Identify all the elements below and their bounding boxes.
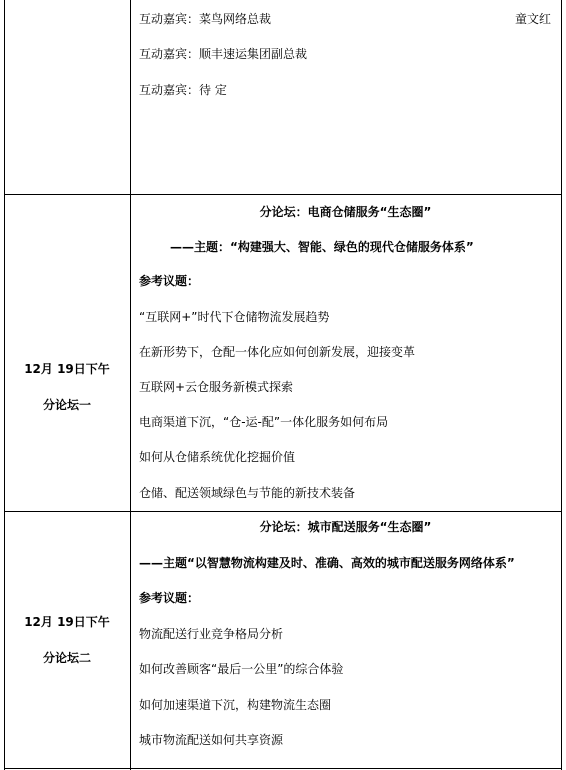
forum-two-topic: 如何改善顾客“最后一公里”的综合体验	[139, 662, 344, 676]
forum-two-theme: ——主题“以智慧物流构建及时、准确、高效的城市配送服务网络体系”	[139, 556, 515, 570]
forum-one-topics-heading: 参考议题：	[139, 274, 200, 288]
row-divider-2	[4, 511, 562, 512]
forum-two-title: 分论坛：城市配送服务“生态圈”	[259, 520, 432, 534]
forum-two-topic: 城市物流配送如何共享资源	[139, 733, 284, 747]
row-divider-1	[4, 194, 562, 195]
forum-one-topic: 互联网+云仓服务新模式探索	[139, 380, 294, 394]
forum-one-theme: ——主题：“构建强大、智能、绿色的现代仓储服务体系”	[170, 240, 474, 254]
forum-two-topic: 如何加速渠道下沉，构建物流生态圈	[139, 698, 332, 712]
forum-two-time: 12月 19日下午	[24, 615, 110, 629]
forum-one-time: 12月 19日下午	[24, 362, 110, 376]
table-column-divider	[130, 0, 131, 770]
forum-two-name: 分论坛二	[42, 651, 91, 665]
forum-two-topic: 物流配送行业竞争格局分析	[139, 627, 284, 641]
guest-line-3: 互动嘉宾：待 定	[139, 83, 227, 97]
forum-one-topic: 电商渠道下沉，“仓-运-配”一体化服务如何布局	[139, 415, 389, 429]
table-border-right	[561, 0, 562, 770]
forum-one-name: 分论坛一	[42, 398, 91, 412]
forum-one-title: 分论坛：电商仓储服务“生态圈”	[259, 205, 432, 219]
table-border-bottom	[4, 768, 562, 769]
forum-two-topics-heading: 参考议题：	[139, 591, 200, 605]
forum-one-topic: 如何从仓储系统优化挖掘价值	[139, 450, 296, 464]
guest-name-1: 童文红	[515, 12, 552, 26]
forum-one-topic: 仓储、配送领域绿色与节能的新技术装备	[139, 486, 356, 500]
guest-line-2: 互动嘉宾：顺丰速运集团副总裁	[139, 47, 308, 61]
guest-line-1: 互动嘉宾：菜鸟网络总裁	[139, 12, 272, 26]
forum-one-topic: “互联网+”时代下仓储物流发展趋势	[139, 310, 330, 324]
forum-one-topic: 在新形势下，仓配一体化应如何创新发展，迎接变革	[139, 345, 416, 359]
